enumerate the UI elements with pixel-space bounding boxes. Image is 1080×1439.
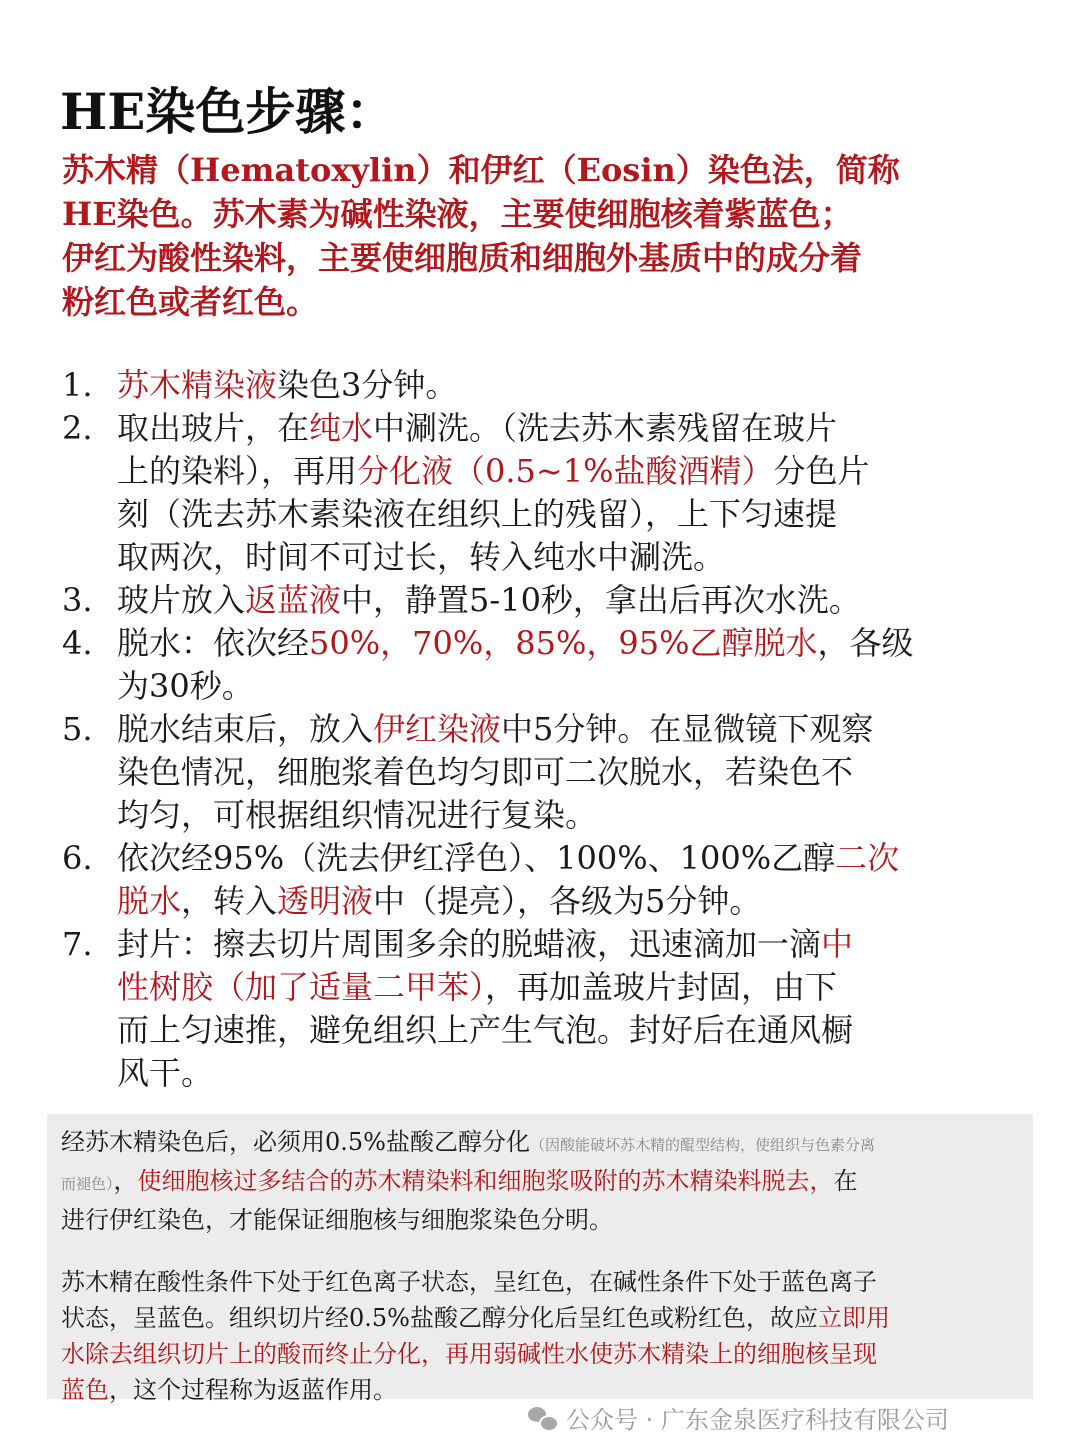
text-segment: ，再加盖玻片封固，由下 — [485, 968, 838, 1006]
text-segment: 中涮洗。（洗去苏木素残留在玻片 — [373, 409, 838, 447]
step-number: 2. — [62, 409, 93, 447]
step-number: 1. — [62, 366, 93, 404]
highlight-text: 使细胞核过多结合的苏木精染料和细胞浆吸附的苏木精染料脱去， — [137, 1167, 834, 1195]
intro-line: HE染色。苏木素为碱性染液，主要使细胞核着紫蓝色； — [62, 195, 853, 233]
note-line — [61, 1336, 890, 1372]
text-segment: ， — [113, 1167, 138, 1195]
highlight-text: 蓝色 — [61, 1376, 109, 1404]
step-item — [62, 923, 1022, 1095]
text-segment: 刻（洗去苏木素染液在组织上的残留），上下匀速提 — [117, 495, 838, 533]
highlight-text: 中 — [821, 925, 854, 963]
text-segment: 依次经95%（洗去伊红浮色）、100%、100%乙醇 — [117, 839, 836, 877]
step-line — [117, 579, 1022, 622]
step-line — [117, 450, 1022, 493]
note-line — [61, 1300, 890, 1336]
highlight-text: 脱水 — [117, 882, 182, 920]
highlight-text: 立即用 — [817, 1304, 890, 1332]
step-item — [62, 708, 1022, 837]
highlight-text: 性树胶（加了适量二甲苯） — [117, 968, 486, 1006]
highlight-text: 透明液 — [277, 882, 374, 920]
step-line — [117, 880, 1022, 923]
text-segment: 经苏木精染色后，必须用0.5%盐酸乙醇分化 — [61, 1128, 530, 1156]
step-number: 3. — [62, 581, 93, 619]
highlight-text: 50%，70%，85%，95%乙醇脱水 — [309, 624, 818, 662]
text-segment: 染色情况，细胞浆着色均匀即可二次脱水，若染色不 — [117, 753, 854, 791]
highlight-text: 水除去组织切片上的酸而终止分化，再用弱碱性水使苏木精染上的细胞核呈现 — [61, 1340, 877, 1368]
watermark-text: 公众号 · 广东金泉医疗科技有限公司 — [566, 1406, 949, 1434]
highlight-text: 返蓝液 — [245, 581, 342, 619]
note-line — [61, 1264, 890, 1300]
steps-list — [62, 364, 1022, 1095]
step-line — [117, 364, 1022, 407]
step-item — [62, 837, 1022, 923]
watermark — [528, 1400, 949, 1435]
step-line — [117, 751, 1022, 794]
wechat-icon — [528, 1405, 556, 1431]
highlight-text: 分化液（0.5~1%盐酸酒精） — [357, 452, 774, 490]
note-line — [61, 1202, 875, 1238]
text-segment: 在 — [833, 1167, 858, 1195]
text-segment: ，转入 — [181, 882, 278, 920]
text-segment: 状态，呈蓝色。组织切片经0.5%盐酸乙醇分化后呈红色或粉红色，故应 — [61, 1304, 818, 1332]
text-segment: ，这个过程称为返蓝作用。 — [109, 1376, 397, 1404]
step-number: 5. — [62, 710, 93, 748]
text-segment: 为30秒。 — [117, 667, 254, 705]
step-line — [117, 407, 1022, 450]
text-segment: 玻片放入 — [117, 581, 246, 619]
highlight-text: 苏木精染液 — [117, 366, 278, 404]
text-segment: ，各级 — [817, 624, 914, 662]
step-line — [117, 794, 1022, 837]
text-segment: 脱水：依次经 — [117, 624, 310, 662]
note-line — [61, 1163, 875, 1202]
step-number: 7. — [62, 925, 93, 963]
step-line — [117, 966, 1022, 1009]
note-line — [61, 1124, 875, 1163]
intro-paragraph — [62, 148, 1022, 324]
step-line — [117, 1009, 1022, 1052]
note-paragraph-bluing — [47, 1264, 904, 1408]
step-number: 4. — [62, 624, 93, 662]
intro-line: 伊红为酸性染料，主要使细胞质和细胞外基质中的成分着 — [62, 239, 863, 277]
intro-line: 粉红色或者红色。 — [62, 283, 319, 321]
text-segment: 风干。 — [117, 1054, 214, 1092]
note-paragraph-differentiation — [47, 1124, 889, 1238]
text-segment: 而上匀速推，避免组织上产生气泡。封好后在通风橱 — [117, 1011, 854, 1049]
step-item — [62, 364, 1022, 407]
step-line — [117, 665, 1022, 708]
step-item — [62, 622, 1022, 708]
highlight-text: 伊红染液 — [373, 710, 502, 748]
highlight-text: 二次 — [835, 839, 900, 877]
text-segment: 染色3分钟。 — [277, 366, 458, 404]
step-line — [117, 536, 1022, 579]
note-box — [47, 1114, 1033, 1404]
step-number: 6. — [62, 839, 93, 877]
text-segment: 取出玻片，在 — [117, 409, 310, 447]
step-item — [62, 407, 1022, 579]
step-item — [62, 579, 1022, 622]
text-segment: 分色片 — [773, 452, 870, 490]
text-segment: 中，静置5-10秒，拿出后再次水洗。 — [341, 581, 861, 619]
step-line — [117, 622, 1022, 665]
footnote-text: 而褪色） — [61, 1175, 114, 1193]
text-segment: 中（提亮），各级为5分钟。 — [373, 882, 762, 920]
text-segment: 均匀，可根据组织情况进行复染。 — [117, 796, 598, 834]
intro-line: 苏木精（Hematoxylin）和伊红（Eosin）染色法，简称 — [62, 151, 900, 189]
text-segment: 苏木精在酸性条件下处于红色离子状态，呈红色，在碱性条件下处于蓝色离子 — [61, 1268, 877, 1296]
text-segment: 上的染料），再用 — [117, 452, 358, 490]
text-segment: 封片：擦去切片周围多余的脱蜡液，迅速滴加一滴 — [117, 925, 822, 963]
step-line — [117, 493, 1022, 536]
footnote-text: （因酸能破坏苏木精的醌型结构，使组织与色素分离 — [529, 1136, 875, 1154]
text-segment: 脱水结束后，放入 — [117, 710, 374, 748]
step-line — [117, 837, 1022, 880]
text-segment: 取两次，时间不可过长，转入纯水中涮洗。 — [117, 538, 726, 576]
step-line — [117, 923, 1022, 966]
text-segment: 中5分钟。在显微镜下观察 — [501, 710, 874, 748]
page-title: HE染色步骤： — [60, 82, 396, 141]
step-line — [117, 708, 1022, 751]
step-line — [117, 1052, 1022, 1095]
highlight-text: 纯水 — [309, 409, 374, 447]
text-segment: 进行伊红染色，才能保证细胞核与细胞浆染色分明。 — [61, 1206, 613, 1234]
